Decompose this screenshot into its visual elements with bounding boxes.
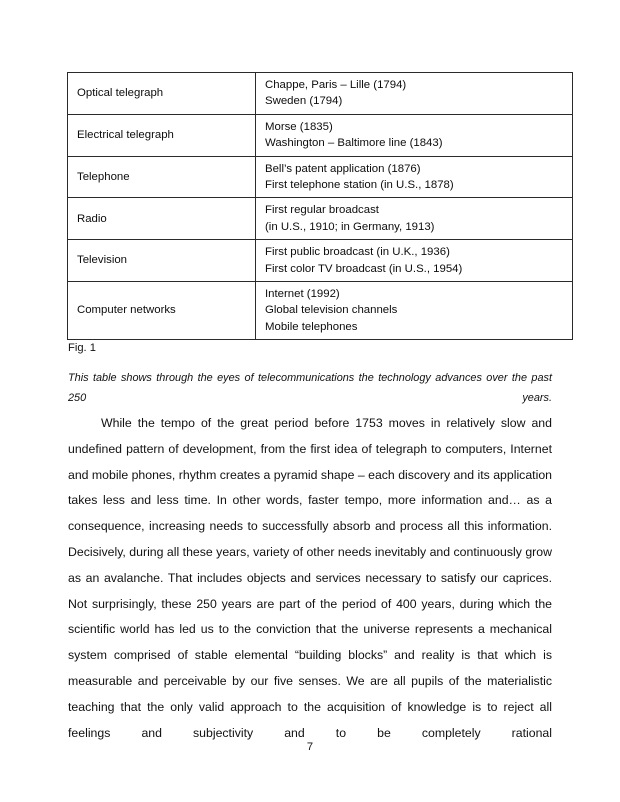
table-cell-milestones — [256, 114, 573, 156]
milestone-line: First telephone station (in U.S., 1878) — [265, 179, 454, 192]
table-row — [68, 114, 573, 156]
table-cell-technology: Television — [68, 240, 256, 282]
milestone-line: First color TV broadcast (in U.S., 1954) — [265, 262, 463, 275]
milestone-line: Mobile telephones — [265, 320, 358, 333]
milestone-line: Chappe, Paris – Lille (1794) — [265, 79, 407, 91]
milestone-line: Sweden (1794) — [265, 95, 343, 108]
table-row — [68, 198, 573, 240]
table-cell-milestones — [256, 156, 573, 198]
table-cell-technology: Radio — [68, 198, 256, 240]
table-row — [68, 282, 573, 340]
table-cell-technology: Telephone — [68, 156, 256, 198]
table-cell-milestones — [256, 198, 573, 240]
table-cell-technology: Electrical telegraph — [68, 114, 256, 156]
table-cell-milestones — [256, 282, 573, 340]
telecommunications-table-container — [67, 72, 552, 340]
table-cell-milestones — [256, 73, 573, 115]
table-body — [68, 73, 573, 340]
table-row — [68, 73, 573, 115]
telecommunications-table — [67, 72, 573, 340]
milestone-line: Morse (1835) — [265, 120, 333, 133]
body-paragraph: While the tempo of the great period before 1753 moves in relatively slow and undefined pattern of development, from the first idea of telegraph to computers, Internet and mobile phones, rhythm creates a pyramid shape – each discovery and its application takes less and less time. In other words, faster tempo, more information and… as a consequence, increasing needs to successfully absorb and process all this information. Decisively, during all these years, variety of other needs inevitably and continuously grow as an avalanche. That includes objects and services necessary to satisfy our caprices. Not surprisingly, these 250 years are part of the period of 400 years, during which the scientific world has led us to the conviction that the universe represents a mechanical system comprised of stable elemental “building blocks” and reality is that which is measurable and perceivable by our five senses. We are all pupils of the materialistic teaching that the only valid approach to the acquisition of knowledge is to reject all feelings and subjectivity and to be completely rational — [68, 416, 552, 740]
table-row — [68, 156, 573, 198]
table-cell-technology: Computer networks — [68, 282, 256, 340]
page-number: 7 — [306, 741, 314, 753]
figure-note: This table shows through the eyes of telecommunications the technology advances over the past 250 years. — [68, 372, 552, 404]
table-cell-milestones — [256, 240, 573, 282]
table-cell-technology: Optical telegraph — [68, 73, 256, 115]
table-row — [68, 240, 573, 282]
milestone-line: First regular broadcast — [265, 204, 379, 217]
figure-caption: Fig. 1 — [68, 342, 96, 354]
milestone-line: Washington – Baltimore line (1843) — [265, 137, 443, 150]
milestone-line: Bell’s patent application (1876) — [265, 162, 421, 175]
milestone-line: Global television channels — [265, 304, 398, 317]
milestone-line: Internet (1992) — [265, 288, 340, 301]
milestone-line: First public broadcast (in U.K., 1936) — [265, 246, 450, 259]
milestone-line: (in U.S., 1910; in Germany, 1913) — [265, 220, 435, 233]
